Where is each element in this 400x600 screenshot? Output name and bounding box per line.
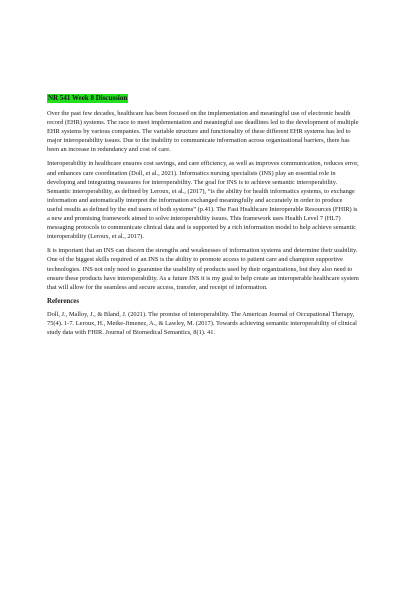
document-title: NR 541 Week 8 Discussion <box>48 94 128 102</box>
references-list: Doll, J., Malloy, J., & Bland, J. (2021). The promise of interoperability. The American Journal of Occupational Therapy, 75(4). 1-7. Leroux, H., Metke-Jimenez, A., & Lawley, M. (2017). Towards achieving semantic interoperability of clinical study data with FHIR. Journal of Biomedical Semantics, 8(1). 41. <box>47 310 357 336</box>
references-heading: References <box>47 297 80 305</box>
paragraph-interoperability: Interoperability in healthcare ensures cost savings, and care efficiency, as well as improves communication, reduces error, and enhances care coordination (Doll, et al., 2021). Informatics nursing specialists (INS) play an essential role in developing and integrating measures for interoperability. The goal for INS is to achieve semantic interoperability. Semantic interoperability, as defined by Leroux, et al., (2017), “is the ability for health informatics systems, to exchange information and automatically interpret the information exchanged meaningfully and accurately in order to produce useful results as defined by the end users of both systems” (p.41). The Fast Healthcare Interoperable Resources (FHIR) is a new and promising framework aimed to solve interoperability issues. This framework uses Health Level 7 (HL7) messaging protocols to communicate clinical data and is supported by a rich information model to help achieve semantic interoperability (Leroux, et al., 2017). <box>47 160 359 241</box>
paragraph-ins-role: It is important that an INS can discern the strengths and weaknesses of information systems and determine their usability. One of the biggest skills required of an INS is the ability to promote access to patient care and champion supportive technologies. INS not only need to guarantee the usability of products used by their organizations, but they also need to ensure these products have interoperability. As a future INS it is my goal to help create an interoperable healthcare system that will allow for the seamless and secure access, transfer, and receipt of information. <box>47 247 359 291</box>
paragraph-intro: Over the past few decades, healthcare has been focused on the implementation and meaningful use of electronic health record (EHR) systems. The race to meet implementation and meaningful use deadlines led to the development of multiple EHR systems by various companies. The variable structure and functionality of these different EHR systems has led to major interoperability issues. Due to the inability to communicate information across organizational barriers, there has been an increase in redundancy and cost of care. <box>47 110 359 154</box>
document-body <box>47 87 359 337</box>
